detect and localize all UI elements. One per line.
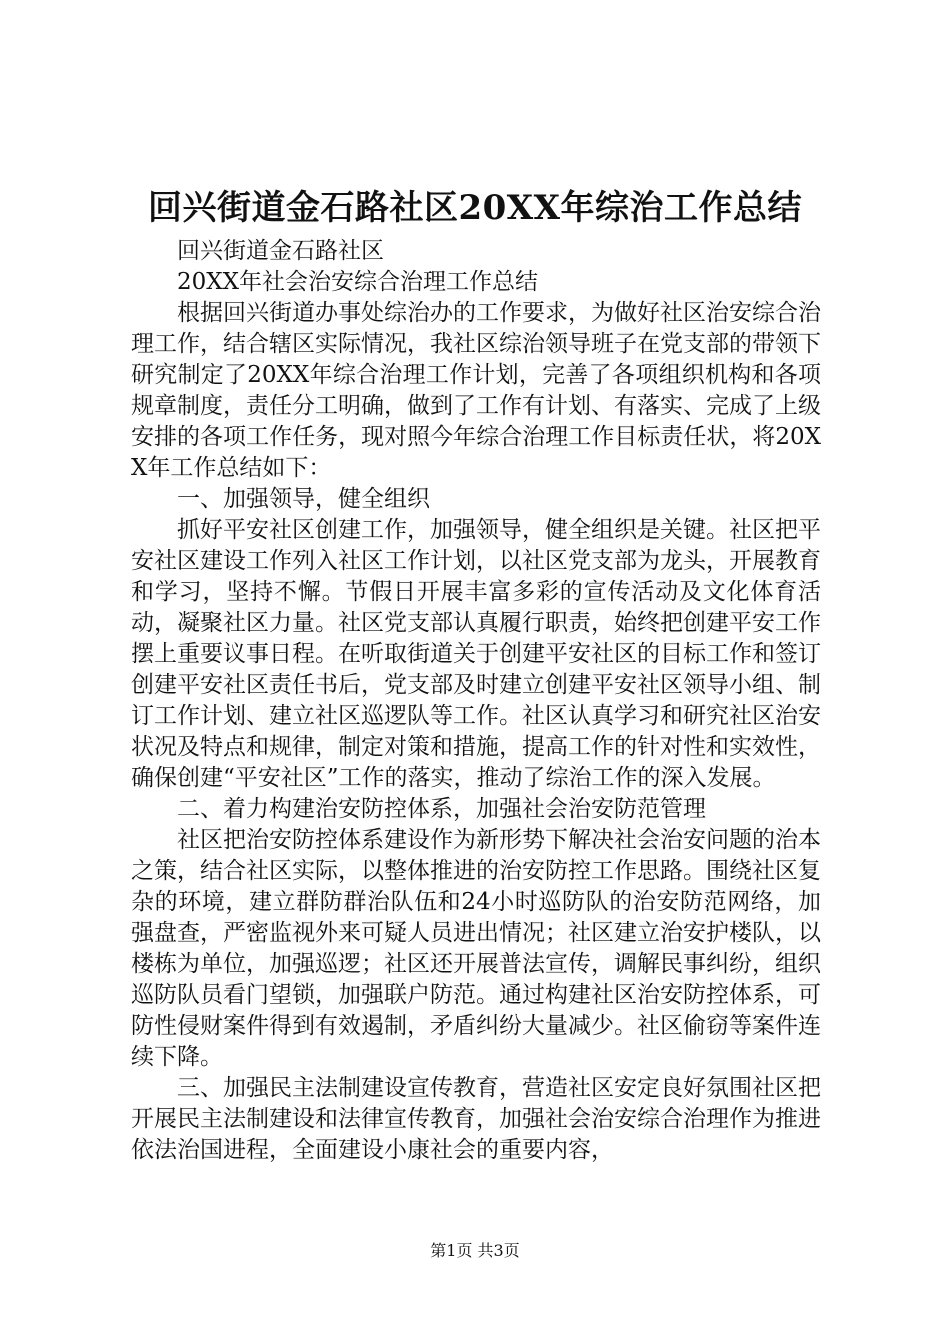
paragraph-section-1: 抓好平安社区创建工作，加强领导，健全组织是关键。社区把平安社区建设工作列入社区工作计划，以社区党支部为龙头，开展教育和学习，坚持不懈。节假日开展丰富多彩的宣传活动及文化体育活动，凝聚社区力量。社区党支部认真履行职责，始终把创建平安工作摆上重要议事日程。在听取街道关于创建平安社区的目标工作和签订创建平安社区责任书后，党支部及时建立创建平安社区领导小组、制订工作计划、建立社区巡逻队等工作。社区认真学习和研究社区治安状况及特点和规律，制定对策和措施，提高工作的针对性和实效性，确保创建“平安社区”工作的落实，推动了综治工作的深入发展。 bbox=[131, 517, 821, 791]
document-body bbox=[131, 236, 821, 1166]
paragraph-report-title: 20XX年社会治安综合治理工作总结 bbox=[177, 269, 539, 295]
section-heading-2: 二、着力构建治安防控体系，加强社会治安防范管理 bbox=[177, 796, 706, 822]
paragraph-intro: 根据回兴街道办事处综治办的工作要求，为做好社区治安综合治理工作，结合辖区实际情况，我社区综治领导班子在党支部的带领下研究制定了20XX年综合治理工作计划，完善了各项组织机构和各项规章制度，责任分工明确，做到了工作有计划、有落实、完成了上级安排的各项工作任务，现对照今年综合治理工作目标责任状，将20XX年工作总结如下： bbox=[131, 300, 821, 481]
paragraph-org-name: 回兴街道金石路社区 bbox=[177, 238, 384, 264]
paragraph-section-3: 三、加强民主法制建设宣传教育，营造社区安定良好氛围社区把开展民主法制建设和法律宣传教育，加强社会治安综合治理作为推进依法治国进程，全面建设小康社会的重要内容， bbox=[131, 1075, 821, 1163]
page-number: 第1页 共3页 bbox=[430, 1241, 520, 1260]
document-title: 回兴街道金石路社区20XX年综治工作总结 bbox=[147, 188, 803, 228]
paragraph-section-2: 社区把治安防控体系建设作为新形势下解决社会治安问题的治本之策，结合社区实际，以整体推进的治安防控工作思路。围绕社区复杂的环境，建立群防群治队伍和24小时巡防队的治安防范网络，加强盘查，严密监视外来可疑人员进出情况；社区建立治安护楼队，以楼栋为单位，加强巡逻；社区还开展普法宣传，调解民事纠纷，组织巡防队员看门望锁，加强联户防范。通过构建社区治安防控体系，可防性侵财案件得到有效遏制，矛盾纠纷大量减少。社区偷窃等案件连续下降。 bbox=[131, 827, 821, 1070]
section-heading-1: 一、加强领导，健全组织 bbox=[177, 486, 430, 512]
